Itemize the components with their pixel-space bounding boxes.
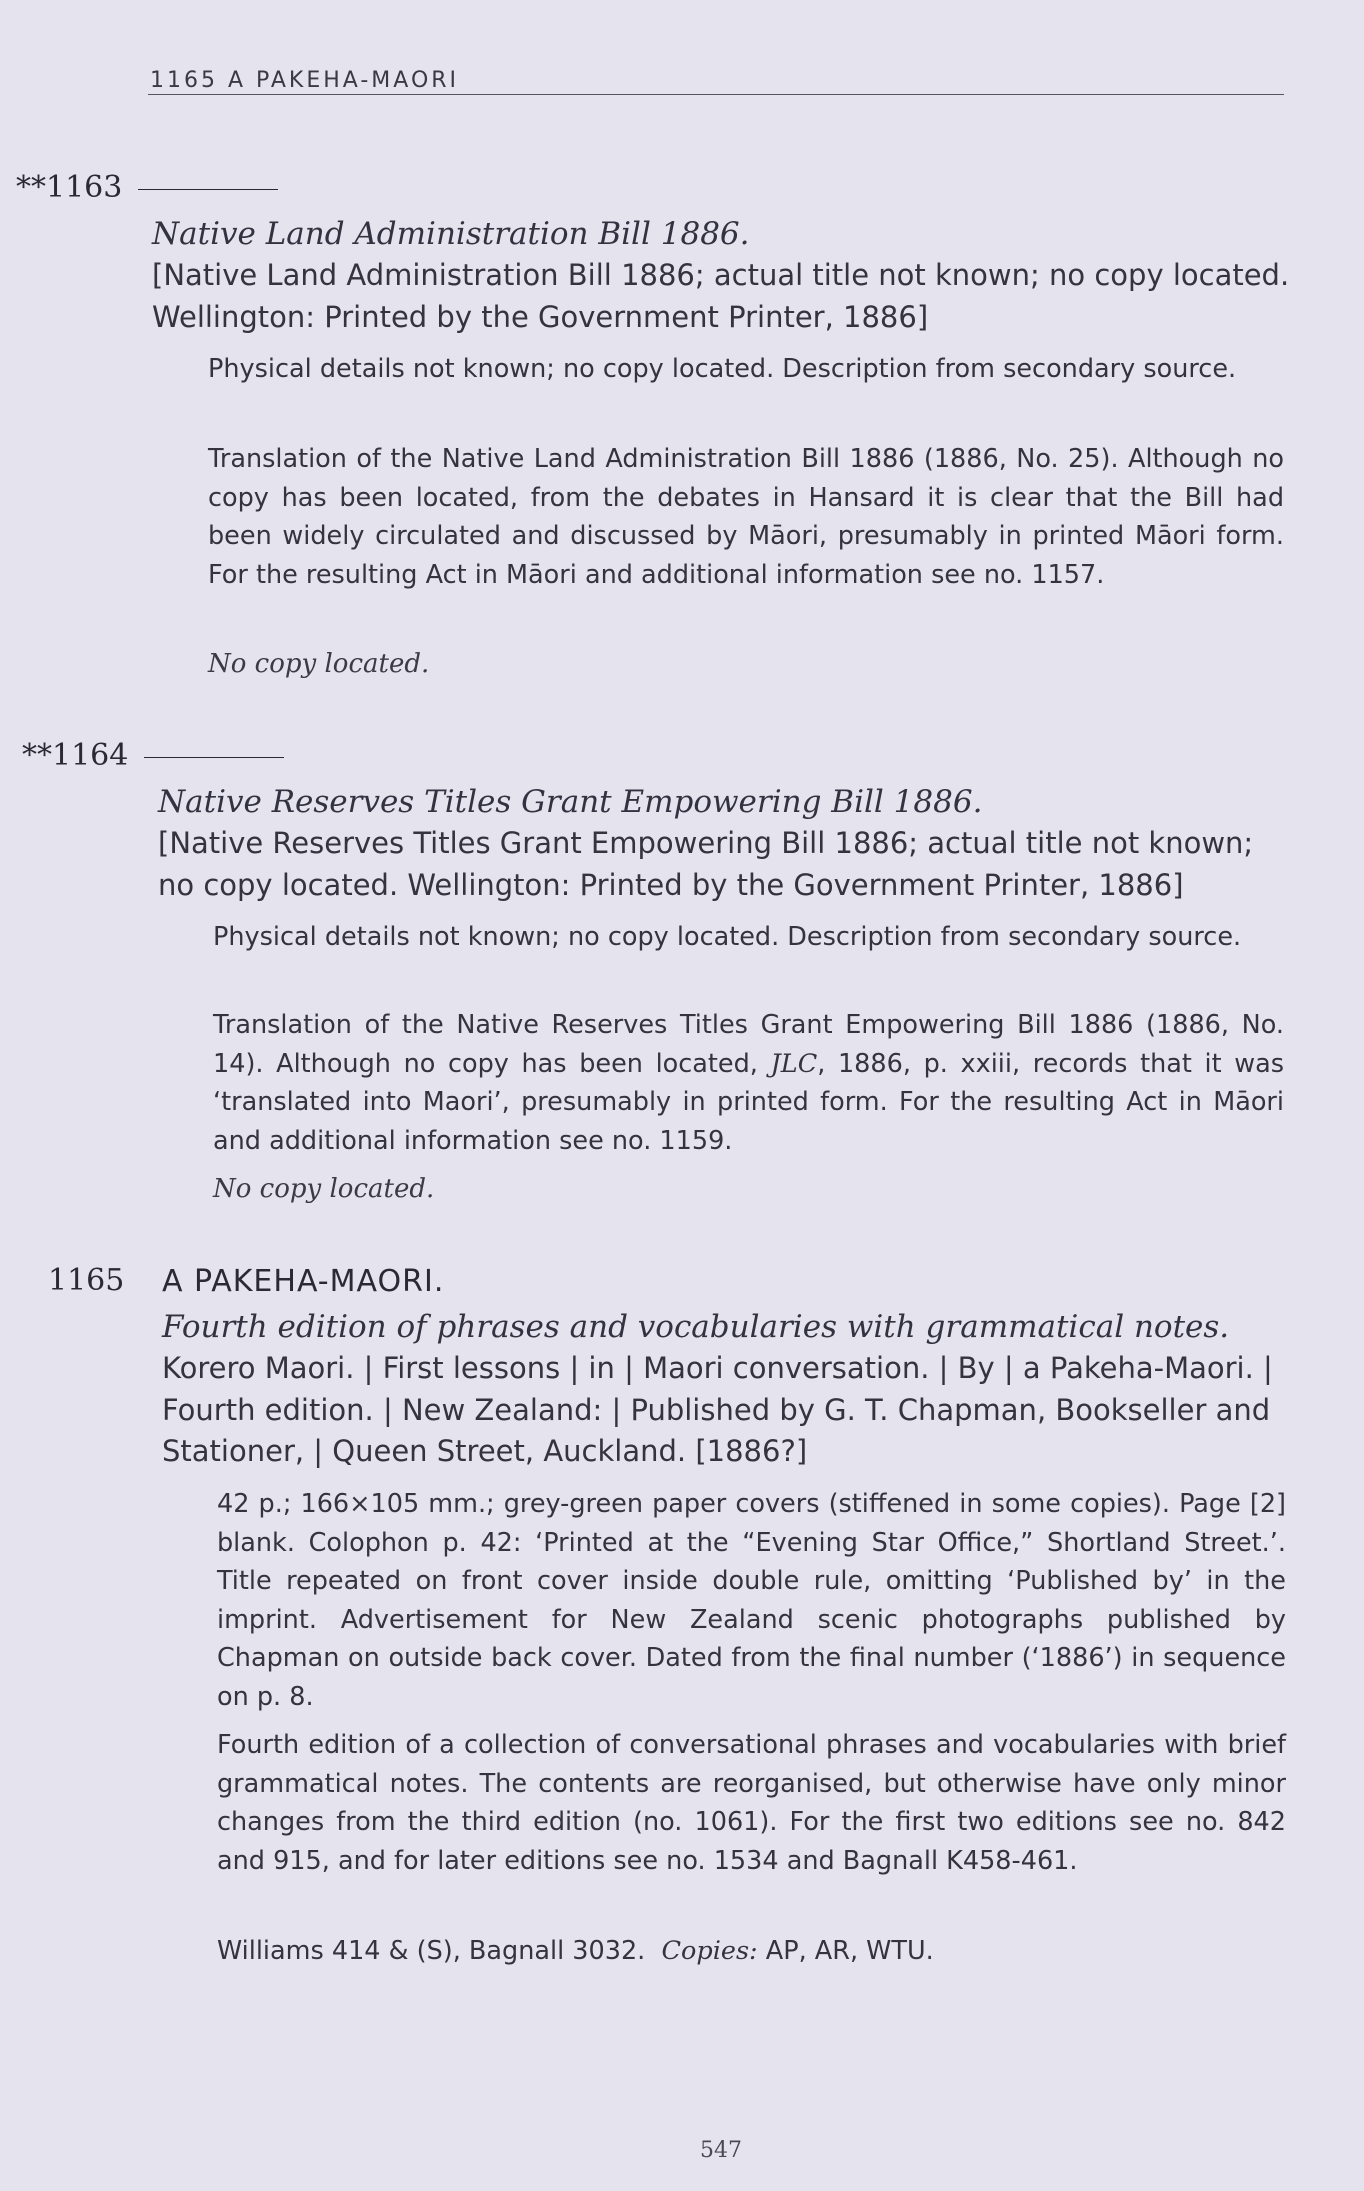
entry-note-1163: Translation of the Native Land Administration Bill 1886 (1886, No. 25). Although no copy has been located, from the debates in Hansard it is clear that the Bill had been widely circulated and discussed by Māori, presumably in printed Māori form. For the resulting Act in Māori and additional information see no. 1157. bbox=[208, 444, 1284, 590]
entry-note-1164 bbox=[213, 1006, 1284, 1160]
entry-title-1164: Native Reserves Titles Grant Empowering Bill 1886. bbox=[158, 784, 983, 820]
entry-author-1165: A PAKEHA-MAORI. bbox=[162, 1264, 445, 1299]
entry-note-italic: JLC bbox=[770, 1048, 818, 1079]
entry-note-part: , 1886, p. xxiii, records that it was ‘translated into Maori’, presumably in printed form. For the resulting Act in Māori and additional information see no. 1159. bbox=[213, 1048, 1284, 1156]
entry-number-text: **1164 bbox=[22, 738, 129, 773]
entry-title-1165: Fourth edition of phrases and vocabularies with grammatical notes. bbox=[162, 1309, 1230, 1345]
entry-copies-1163: No copy located. bbox=[208, 649, 430, 679]
entry-number-text: **1163 bbox=[16, 170, 123, 205]
entry-note-1165: Fourth edition of a collection of conversational phrases and vocabularies with brief grammatical notes. The contents are reorganised, but otherwise have only minor changes from the third edition (no. 1061). For the first two editions see no. 842 and 915, and for later editions see no. 1534 and Bagnall K458-461. bbox=[217, 1730, 1286, 1876]
entry-number-1163 bbox=[16, 170, 278, 205]
entry-physical-1164: Physical details not known; no copy located. Description from secondary source. bbox=[213, 922, 1242, 952]
entry-dash bbox=[138, 189, 278, 190]
copies-label: Copies: bbox=[661, 1936, 758, 1966]
entry-physical-1165: 42 p.; 166×105 mm.; grey-green paper covers (stiffened in some copies). Page [2] blank. Colophon p. 42: ‘Printed at the “Evening Star Office,” Shortland Street.’. Title repeated on front cover inside double rule, omitting ‘Published by’ in the imprint. Advertisement for New Zealand scenic photographs published by Chapman on outside back cover. Dated from the final number (‘1886’) in sequence on p. 8. bbox=[217, 1489, 1286, 1712]
entry-transcription-1163: [Native Land Administration Bill 1886; actual title not known; no copy located. Wellington: Printed by the Government Printer, 1886] bbox=[152, 258, 1290, 334]
entry-transcription-1164: [Native Reserves Titles Grant Empowering Bill 1886; actual title not known; no copy located. Wellington: Printed by the Government Printer, 1886] bbox=[158, 826, 1254, 902]
entry-physical-1163: Physical details not known; no copy located. Description from secondary source. bbox=[208, 354, 1237, 384]
entry-references: Williams 414 & (S), Bagnall 3032. bbox=[217, 1936, 646, 1966]
entry-transcription-1165: Korero Maori. | First lessons | in | Maori conversation. | By | a Pakeha-Maori. | Fourth edition. | New Zealand: | Published by G. T. Chapman, Bookseller and Stationer, | Queen Street, Auckland. [1886?] bbox=[162, 1351, 1273, 1468]
page-number: 547 bbox=[700, 2138, 742, 2163]
entry-refs-1165 bbox=[217, 1932, 1286, 1971]
copies-list: AP, AR, WTU. bbox=[765, 1936, 934, 1966]
header-rule bbox=[148, 94, 1284, 95]
entry-number-1165: 1165 bbox=[48, 1263, 125, 1298]
running-head: 1165 A PAKEHA-MAORI bbox=[150, 68, 460, 93]
entry-dash bbox=[144, 757, 284, 758]
entry-title-1163: Native Land Administration Bill 1886. bbox=[152, 216, 750, 252]
entry-note-part: Translation of the Native Reserves Titles Grant Empowering Bill 1886 (1886, No. 14). Although no copy has been located, bbox=[213, 1010, 1284, 1079]
entry-copies-1164: No copy located. bbox=[213, 1174, 435, 1204]
entry-number-1164 bbox=[22, 738, 284, 773]
